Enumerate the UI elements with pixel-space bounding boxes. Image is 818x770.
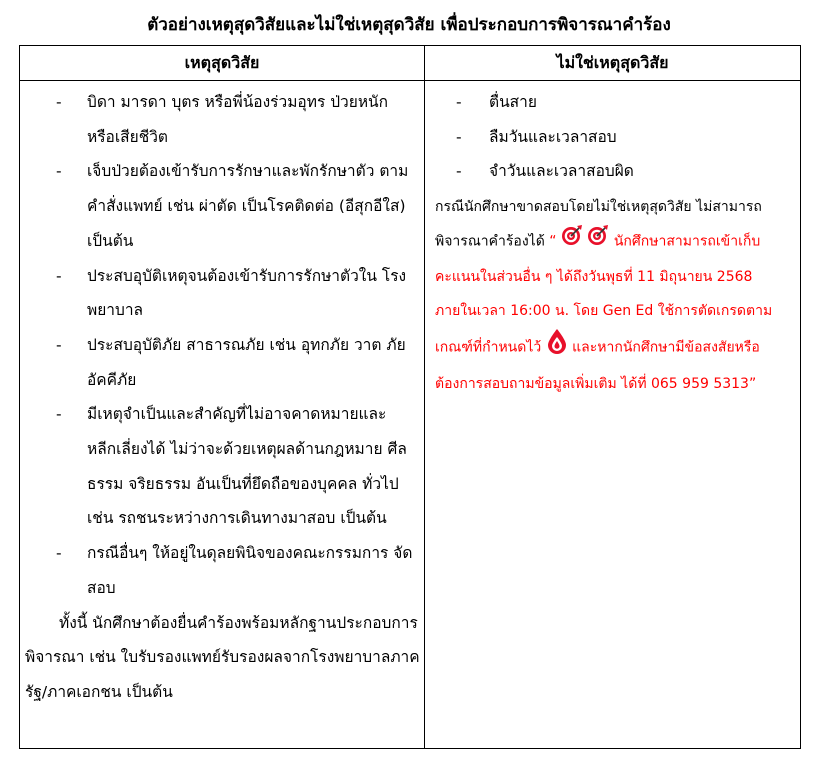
list-item — [20, 328, 424, 397]
bullet-dash: - — [456, 93, 462, 111]
list-item-text: ประสบอุบัติภัย สาธารณภัย เช่น อุทกภัย วาต ภัย อัคคีภัย — [87, 335, 406, 389]
evidence-note: ทั้งนี้ นักศึกษาต้องยื่นคำร้องพร้อมหลักฐานประกอบการพิจารณา เช่น ใบรับรองแพทย์รับรองผลจากโรงพยาบาลภาครัฐ/ภาคเอกชน เป็นต้น — [25, 613, 420, 701]
list-item — [425, 85, 800, 120]
bullet-dash: - — [456, 127, 462, 146]
blood-drop-icon — [546, 328, 568, 367]
not-force-majeure-list — [425, 81, 800, 189]
list-item-text: ลืมวันและเวลาสอบ — [489, 127, 617, 146]
bullet-dash: - — [56, 405, 62, 424]
list-item-text: กรณีอื่นๆ ให้อยู่ในดุลยพินิจของคณะกรรมการ จัดสอบ — [87, 544, 413, 597]
list-item — [425, 154, 800, 189]
table-header-row — [20, 46, 801, 81]
policy-red-text-1: นักศึกษาสามารถเข้าเก็บคะแนนในส่วนอื่น ๆ ได้ถึงวันพุธที่ 11 มิถุนายน 2568 ภายในเวลา 16:00 น. โดย Gen Ed ใช้การตัดเกรดตามเกณฑ์ที่กำหนดไว้ — [435, 233, 773, 356]
bullet-dash: - — [56, 544, 62, 563]
bullet-dash: - — [56, 335, 62, 354]
bullet-dash: - — [56, 162, 62, 181]
list-item — [20, 259, 424, 328]
list-item-text: บิดา มารดา บุตร หรือพี่น้องร่วมอุทร ป่วยหนัก หรือเสียชีวิต — [87, 93, 389, 146]
not-force-majeure-cell — [425, 81, 801, 749]
column-header-force-majeure: เหตุสุดวิสัย — [20, 46, 425, 81]
list-item-text: จำวันและเวลาสอบผิด — [489, 162, 634, 181]
policy-black-text: กรณีนักศึกษาขาดสอบโดยไม่ใช่เหตุสุดวิสัย ไม่สามารถพิจารณาคำร้องได้ — [435, 199, 762, 250]
force-majeure-list — [20, 81, 424, 606]
target-icon — [587, 224, 609, 259]
page-title: ตัวอย่างเหตุสุดวิสัยและไม่ใช่เหตุสุดวิสัย เพื่อประกอบการพิจารณาคำร้อง — [147, 15, 671, 35]
list-item-text: มีเหตุจำเป็นและสำคัญที่ไม่อาจคาดหมายและ หลีกเลี่ยงได้ ไม่ว่าจะด้วยเหตุผลด้านกฎหมาย ศีลธรรม จริยธรรม อันเป็นที่ยึดถือของบุคคล ทั่วไป เช่น รถชนระหว่างการเดินทางมาสอบ เป็นต้น — [87, 405, 407, 528]
force-majeure-cell — [20, 81, 425, 749]
column-header-not-force-majeure: ไม่ใช่เหตุสุดวิสัย — [425, 46, 801, 81]
target-icon — [561, 224, 583, 259]
comparison-table — [19, 45, 801, 749]
list-item — [20, 154, 424, 258]
quote-open: “ — [544, 233, 557, 250]
list-item — [20, 85, 424, 154]
policy-red-text-2: และหากนักศึกษามีข้อสงสัยหรือต้องการสอบถามข้อมูลเพิ่มเติม ได้ที่ 065 959 5313” — [435, 339, 760, 393]
list-item-text: ประสบอุบัติเหตุจนต้องเข้ารับการรักษาตัวใน โรงพยาบาล — [87, 266, 407, 320]
list-item-text: เจ็บป่วยต้องเข้ารับการรักษาและพักรักษาตัว ตามคำสั่งแพทย์ เช่น ผ่าตัด เป็นโรคติดต่อ (อีสุกอีใส) เป็นต้น — [87, 162, 409, 250]
list-item — [20, 397, 424, 536]
table-body-row — [20, 81, 801, 749]
absence-policy-paragraph — [435, 190, 794, 402]
bullet-dash: - — [56, 93, 62, 111]
list-item — [20, 536, 424, 605]
bullet-dash: - — [456, 162, 462, 181]
list-item — [425, 120, 800, 155]
bullet-dash: - — [56, 266, 62, 285]
list-item-text: ตื่นสาย — [489, 93, 537, 111]
